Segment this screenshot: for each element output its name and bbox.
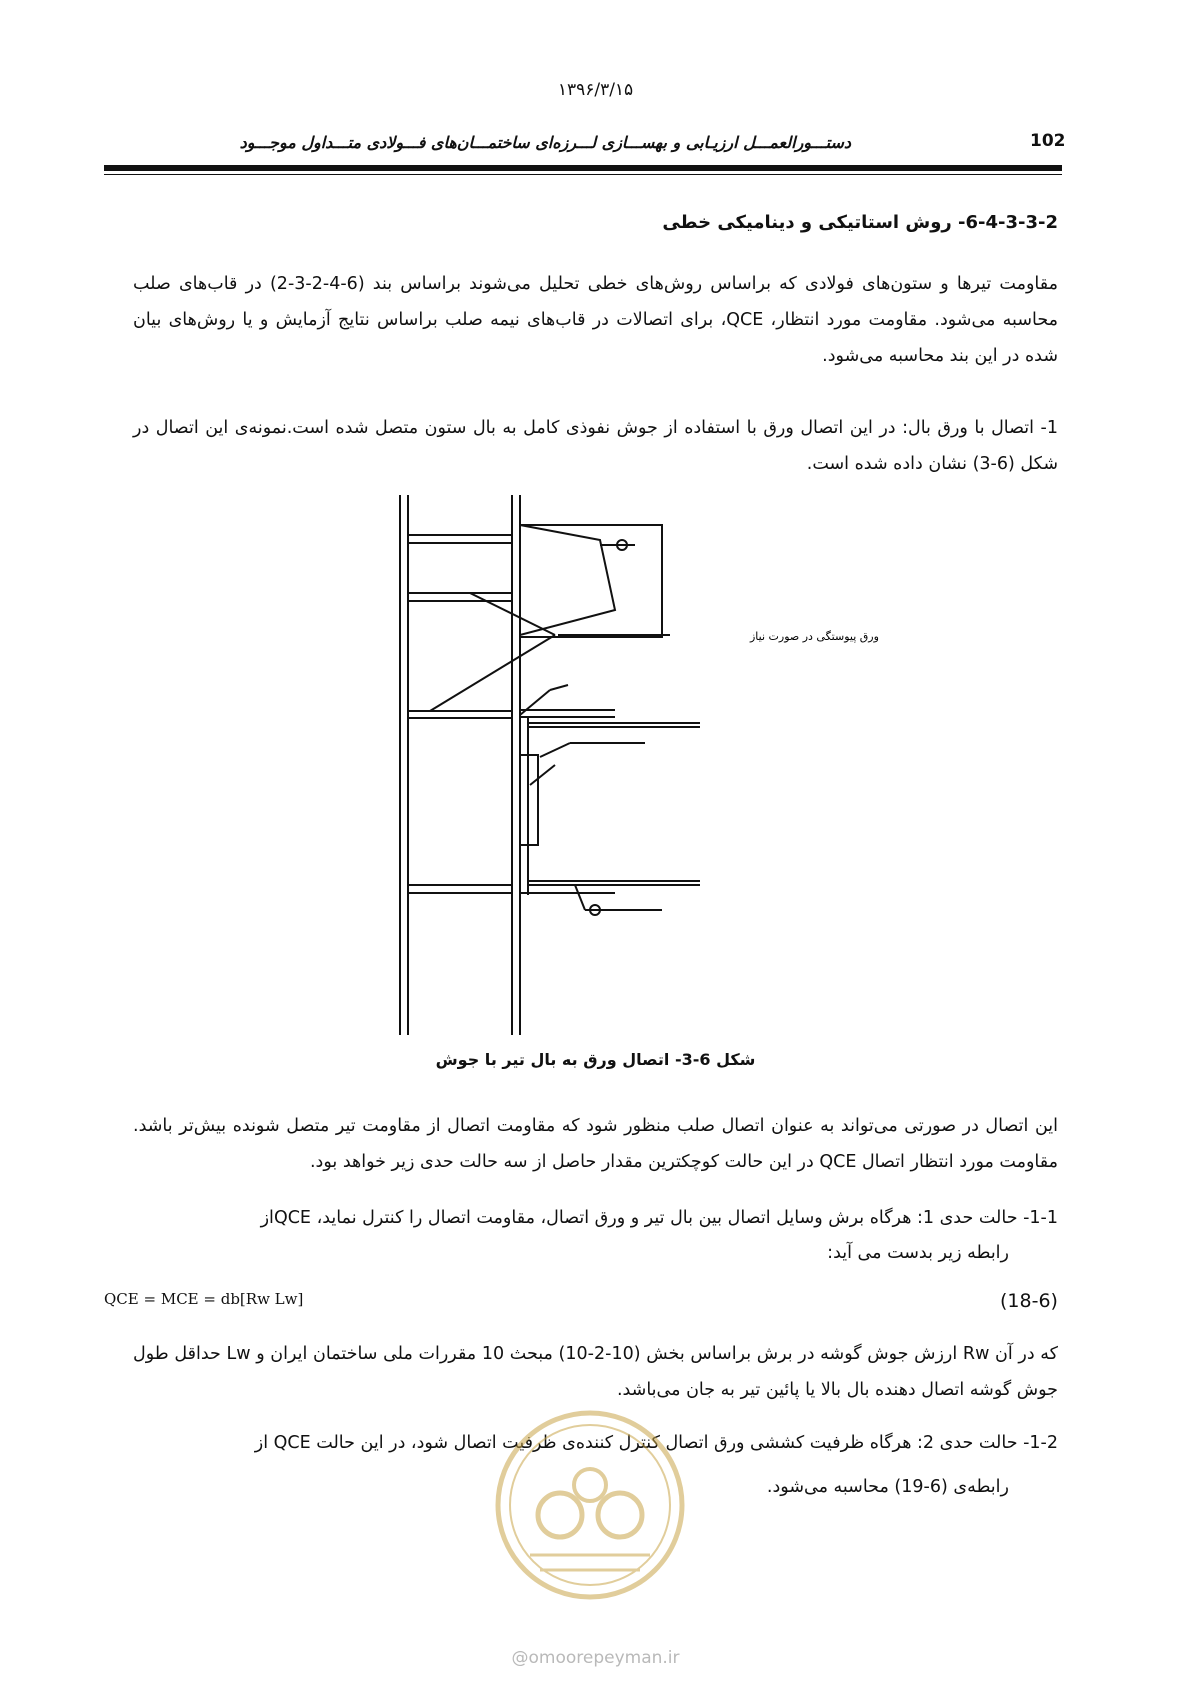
limit-state-1-continuation: رابطه زیر بدست می آید:	[827, 1243, 1009, 1263]
section-heading: 6-4-3-3-2- روش استاتیکی و دینامیکی خطی	[662, 212, 1058, 233]
limit-state-2-continuation: رابطه‌ی (6-19) محاسبه می‌شود.	[766, 1477, 1009, 1497]
page-number: 102	[1030, 131, 1066, 151]
connection-figure	[400, 495, 879, 1035]
running-title: دستـــورالعمـــل ارزیـابی و بهســـازی لـــرزه‌ای ساختمـــان‌های فـــولادی متـــداول موجـــود	[239, 133, 851, 152]
document-date: ۱۳۹۶/۳/۱۵	[557, 80, 634, 100]
watermark-seal-icon	[490, 1405, 690, 1605]
paragraph-1: مقاومت تیرها و ستون‌های فولادی که براساس روش‌های خطی تحلیل می‌شوند براساس بند (6-4-2-3-2) در قاب‌های صلب محاسبه می‌شود. مقاومت مورد انتظار، QCE، برای اتصالات در قاب‌های نیمه صلب براساس نتایج آزمایش و یا روش‌های بیان شده در این بند محاسبه می‌شود.	[133, 274, 1059, 366]
limit-state-1: 1-1- حالت حدی 1: هرگاه برش وسایل اتصال بین بال تیر و ورق اتصال، مقاومت اتصال را کنترل نماید، QCEاز	[260, 1208, 1058, 1228]
figure-annotation: ورق پیوستگی در صورت نیاز	[750, 630, 879, 643]
paragraph-2: 1- اتصال با ورق بال: در این اتصال ورق با استفاده از جوش نفوذی کامل به بال ستون متصل شده است.نمونه‌ی این اتصال در شکل (6-3) نشان داده شده است.	[133, 418, 1058, 474]
figure-caption: شکل 6-3- اتصال ورق به بال تیر با جوش	[435, 1050, 756, 1069]
paragraph-3: این اتصال در صورتی می‌تواند به عنوان اتصال صلب منظور شود که مقاومت اتصال از مقاومت تیر متصل شونده بیش‌تر باشد. مقاومت مورد انتظار اتصال QCE در این حالت کوچکترین مقدار حاصل از سه حالت حدی زیر خواهد بود.	[133, 1116, 1058, 1172]
equation-number: (18-6)	[1000, 1290, 1058, 1312]
limit-state-2: 1-2- حالت حدی 2: هرگاه ظرفیت کششی ورق اتصال کنترل کننده‌ی ظرفیت اتصال شود، در این حالت QCE از	[254, 1433, 1058, 1453]
tapered-flange-plate	[520, 525, 615, 635]
header-rule	[104, 165, 1062, 171]
header-rule-thin	[104, 174, 1062, 175]
paragraph-4: که در آن Rw ارزش جوش گوشه در برش براساس بخش (10-2-10) مبحث 10 مقررات ملی ساختمان ایران و Lw حداقل طول جوش گوشه اتصال دهنده بال بالا یا پائین تیر به جان می‌باشد.	[133, 1344, 1059, 1400]
watermark-url: @omoorepeyman.ir	[511, 1648, 680, 1668]
equation-formula: QCE = MCE = db[Rw Lw]	[104, 1290, 304, 1308]
beam-plan	[520, 525, 662, 637]
